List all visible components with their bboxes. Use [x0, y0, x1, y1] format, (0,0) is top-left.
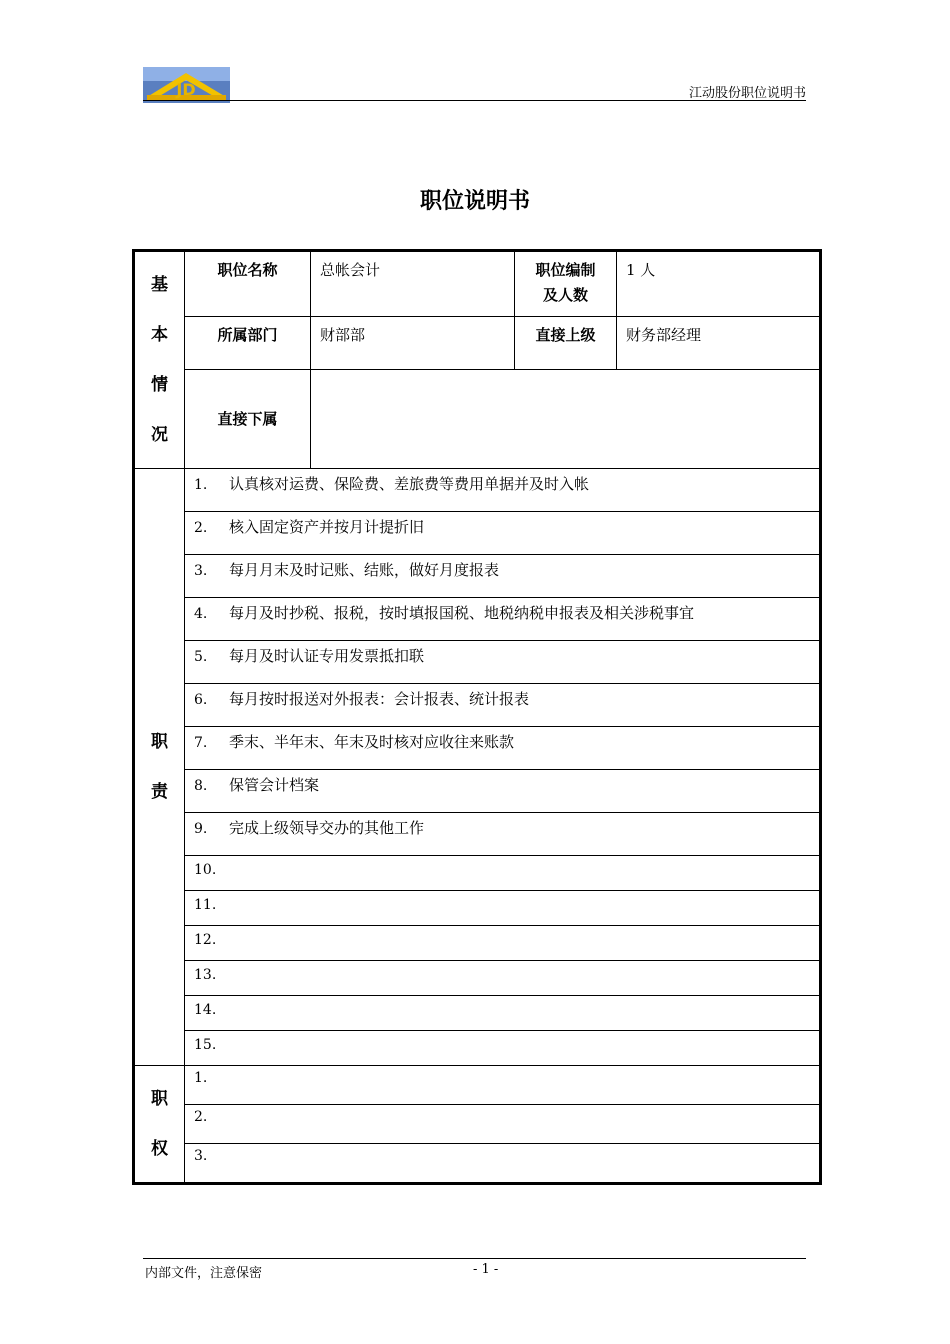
footer-divider: [143, 1258, 806, 1259]
duty-item-row: [134, 926, 821, 961]
footer-confidential-notice: 内部文件，注意保密: [145, 1266, 263, 1281]
right-item: [185, 1104, 821, 1143]
headcount-label: 职位编制 及人数: [515, 251, 617, 317]
duty-item-text: 每月及时认证专用发票抵扣联: [229, 647, 425, 665]
duty-item-row: [134, 996, 821, 1031]
duty-item: [185, 727, 821, 770]
duty-item: [185, 813, 821, 856]
page-title: 职位说明书: [419, 189, 530, 214]
duty-item-row: [134, 555, 821, 598]
duty-item-row: [134, 856, 821, 891]
page-number: - 1 -: [473, 1262, 499, 1277]
duty-item: [185, 770, 821, 813]
job-description-table: [132, 249, 822, 1185]
duty-item-number: 13.: [194, 967, 217, 983]
duty-item-row: [134, 961, 821, 996]
subordinate-value: [311, 370, 821, 469]
duty-item-row: [134, 891, 821, 926]
position-name-label: 职位名称: [185, 251, 311, 317]
duty-item: [185, 641, 821, 684]
headcount-value: 1 人: [617, 251, 821, 317]
right-item: [185, 1143, 821, 1183]
duty-item-number: 5.: [194, 649, 208, 665]
duty-item-text: 每月月末及时记账、结账，做好月度报表: [229, 561, 500, 579]
duty-item-text: 完成上级领导交办的其他工作: [229, 819, 425, 837]
duty-item: [185, 856, 821, 891]
duty-item-number: 1.: [194, 477, 208, 493]
duty-item-number: 2.: [194, 520, 208, 536]
right-item: [185, 1066, 821, 1105]
supervisor-value: 财务部经理: [617, 317, 821, 370]
duty-item-row: [134, 727, 821, 770]
rights-section-label: 职 权: [134, 1066, 185, 1184]
duty-item-row: [134, 598, 821, 641]
duty-item: [185, 684, 821, 727]
duty-item: [185, 926, 821, 961]
right-item-number: 2.: [194, 1108, 208, 1125]
duty-item-row: [134, 469, 821, 512]
duty-item: [185, 891, 821, 926]
duty-item: [185, 512, 821, 555]
duty-item-number: 14.: [194, 1002, 217, 1018]
right-item-row: [134, 1066, 821, 1105]
duty-item: [185, 555, 821, 598]
duty-item-number: 6.: [194, 692, 208, 708]
department-label: 所属部门: [185, 317, 311, 370]
right-item-number: 3.: [194, 1147, 208, 1164]
duty-item: [185, 598, 821, 641]
subordinate-label: 直接下属: [185, 370, 311, 469]
right-item-number: 1.: [194, 1070, 208, 1086]
duty-item-row: [134, 813, 821, 856]
duty-item-number: 3.: [194, 563, 208, 579]
header-doc-title: 江动股份职位说明书: [688, 86, 806, 101]
duty-item-number: 10.: [194, 862, 217, 878]
department-value: 财部部: [311, 317, 515, 370]
right-item-row: [134, 1104, 821, 1143]
duty-item-text: 每月及时抄税、报税，按时填报国税、地税纳税申报表及相关涉税事宜: [229, 604, 695, 622]
duties-section-label: 职 责: [134, 469, 185, 1066]
basic-info-section-label: 基 本 情 况: [134, 251, 185, 469]
right-item-row: [134, 1143, 821, 1183]
duty-item-text: 核入固定资产并按月计提折旧: [229, 518, 425, 536]
duty-item-row: [134, 770, 821, 813]
duty-item-text: 季末、半年末、年末及时核对应收往来账款: [229, 733, 515, 751]
duty-item: [185, 961, 821, 996]
duty-item-number: 11.: [194, 897, 217, 913]
duty-item-number: 7.: [194, 735, 208, 751]
duty-item-number: 15.: [194, 1037, 217, 1053]
duty-item-row: [134, 641, 821, 684]
duty-item: [185, 1031, 821, 1066]
duty-item-text: 认真核对运费、保险费、差旅费等费用单据并及时入帐: [229, 475, 590, 493]
svg-text:JD: JD: [176, 80, 196, 99]
duty-item-number: 12.: [194, 932, 217, 948]
supervisor-label: 直接上级: [515, 317, 617, 370]
duty-item-row: [134, 512, 821, 555]
duty-item-text: 保管会计档案: [229, 776, 320, 794]
position-name-value: 总帐会计: [311, 251, 515, 317]
duty-item: [185, 996, 821, 1031]
header-divider: [143, 100, 806, 101]
company-logo: [143, 67, 230, 103]
duty-item-number: 4.: [194, 606, 208, 622]
duty-item-row: [134, 684, 821, 727]
duty-item: [185, 469, 821, 512]
duty-item-number: 8.: [194, 778, 208, 794]
duty-item-row: [134, 1031, 821, 1066]
duty-item-number: 9.: [194, 821, 208, 837]
duty-item-text: 每月按时报送对外报表：会计报表、统计报表: [229, 690, 530, 708]
